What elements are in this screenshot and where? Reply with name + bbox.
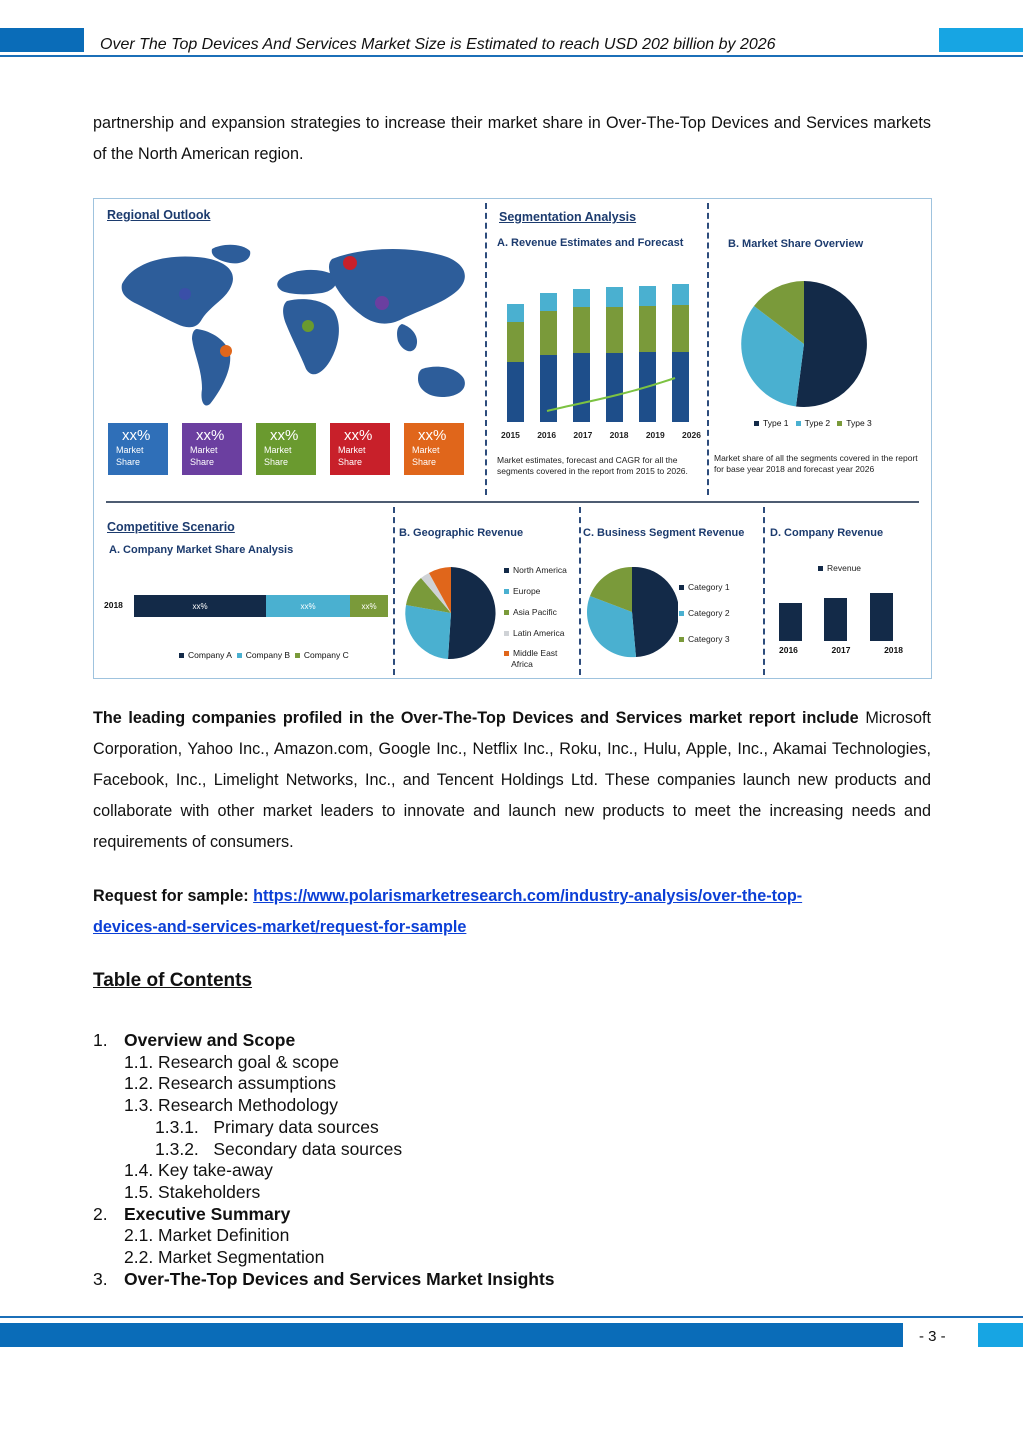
toc-item[interactable]: 1.3.1. Primary data sources	[155, 1116, 379, 1137]
geo-revenue-legend: North America Europe Asia Pacific Latin America Middle East Africa	[504, 560, 567, 670]
toc-list	[93, 1030, 555, 1290]
business-segment-legend: Category 1 Category 2 Category 3	[679, 574, 730, 652]
revenue-year-labels: 2015 2016 2017 2018 2019 2026	[501, 430, 701, 440]
toc-item[interactable]: 3. Over-The-Top Devices and Services Market Insights	[93, 1268, 555, 1289]
regional-share-cards	[108, 423, 464, 475]
toc-item[interactable]: 1. Overview and Scope	[93, 1030, 296, 1050]
geo-revenue-pie	[404, 566, 498, 660]
business-segment-title: C. Business Segment Revenue	[583, 527, 745, 539]
company-revenue-bars	[774, 584, 904, 644]
market-share-pie	[739, 279, 869, 409]
market-share-note: Market share of all the segments covered in the report for base year 2018 and forecast year 2026	[714, 453, 918, 474]
segmentation-title: Segmentation Analysis	[499, 210, 637, 224]
divider	[763, 507, 765, 675]
companies-lead: The leading companies profiled in the Over-The-Top Devices and Services market report include	[93, 709, 859, 727]
toc-item[interactable]: 1.2. Research assumptions	[124, 1073, 337, 1094]
divider	[707, 203, 709, 495]
sample-link[interactable]: https://www.polarismarketresearch.com/industry-analysis/over-the-top- devices-and-services-market/request-for-sample	[93, 887, 803, 936]
revenue-note: Market estimates, forecast and CAGR for all the segments covered in the report from 2015 to 2026.	[497, 455, 688, 476]
world-map-image	[102, 229, 482, 419]
header-rule	[0, 55, 1023, 57]
company-share-title: A. Company Market Share Analysis	[109, 544, 294, 556]
toc-item[interactable]: 1.4. Key take-away	[124, 1160, 273, 1181]
market-share-legend: Type 1 Type 2 Type 3	[754, 418, 872, 428]
toc-item[interactable]: 1.5. Stakeholders	[124, 1181, 261, 1202]
toc-item[interactable]: 1.1. Research goal & scope	[124, 1051, 339, 1072]
revenue-stacked-bars	[499, 279, 699, 429]
company-share-bar	[134, 595, 388, 617]
header-bar-right	[939, 28, 1023, 52]
market-share-title: B. Market Share Overview	[728, 238, 864, 250]
competitive-title: Competitive Scenario	[107, 520, 235, 534]
toc-item[interactable]: 2.2. Market Segmentation	[124, 1247, 325, 1268]
companies-list: Microsoft Corporation, Yahoo Inc., Amazon.com, Google Inc., Netflix Inc., Roku, Inc., Hulu, Apple, Inc., Akamai Technologies, Facebook, Inc., Limelight Networks, Inc., and Tencent Holdings Ltd. These companies launch new products and collaborate with other market leaders to innovate and launch new products to meet the increasing needs and requirements of consumers.	[93, 709, 931, 851]
company-a-segment: xx%	[134, 595, 266, 617]
share-card: xx% Market Share	[330, 423, 390, 475]
header-bar-left	[0, 28, 84, 52]
share-card: xx% Market Share	[182, 423, 242, 475]
company-share-legend: Company A Company B Company C	[179, 650, 349, 660]
divider	[393, 507, 395, 675]
toc-heading: Table of Contents	[93, 970, 253, 991]
company-b-segment: xx%	[266, 595, 350, 617]
section-divider	[106, 501, 919, 503]
footer-bar-left	[0, 1323, 903, 1347]
business-segment-pie	[586, 566, 678, 658]
regional-outlook-title: Regional Outlook	[107, 208, 211, 222]
intro-paragraph: partnership and expansion strategies to increase their market share in Over-The-Top Devices and Services markets of the North American region.	[93, 114, 931, 163]
revenue-forecast-title: A. Revenue Estimates and Forecast	[497, 237, 684, 249]
share-card: xx% Market Share	[256, 423, 316, 475]
toc-item[interactable]: 1.3.2. Secondary data sources	[155, 1138, 403, 1159]
company-year: 2018	[104, 600, 123, 610]
geo-revenue-title: B. Geographic Revenue	[399, 527, 524, 539]
company-revenue-title: D. Company Revenue	[770, 527, 884, 539]
divider	[485, 203, 487, 495]
toc-item[interactable]: 1.3. Research Methodology	[124, 1095, 339, 1116]
header-title: Over The Top Devices And Services Market Size is Estimated to reach USD 202 billion by 2026	[100, 36, 776, 53]
company-c-segment: xx%	[350, 595, 388, 617]
infographic	[93, 198, 932, 679]
company-revenue-years: 2016 2017 2018	[779, 645, 903, 655]
company-revenue-legend: Revenue	[818, 563, 861, 574]
page-number: - 3 -	[919, 1328, 946, 1345]
companies-paragraph	[93, 703, 931, 858]
divider	[579, 507, 581, 675]
footer-bar-right	[978, 1323, 1023, 1347]
sample-label: Request for sample:	[93, 887, 254, 905]
share-card: xx% Market Share	[108, 423, 168, 475]
sample-request	[93, 881, 931, 943]
toc-item[interactable]: 2. Executive Summary	[93, 1203, 291, 1224]
toc-item[interactable]: 2.1. Market Definition	[124, 1225, 290, 1246]
share-card: xx% Market Share	[404, 423, 464, 475]
footer-rule	[0, 1316, 1023, 1318]
